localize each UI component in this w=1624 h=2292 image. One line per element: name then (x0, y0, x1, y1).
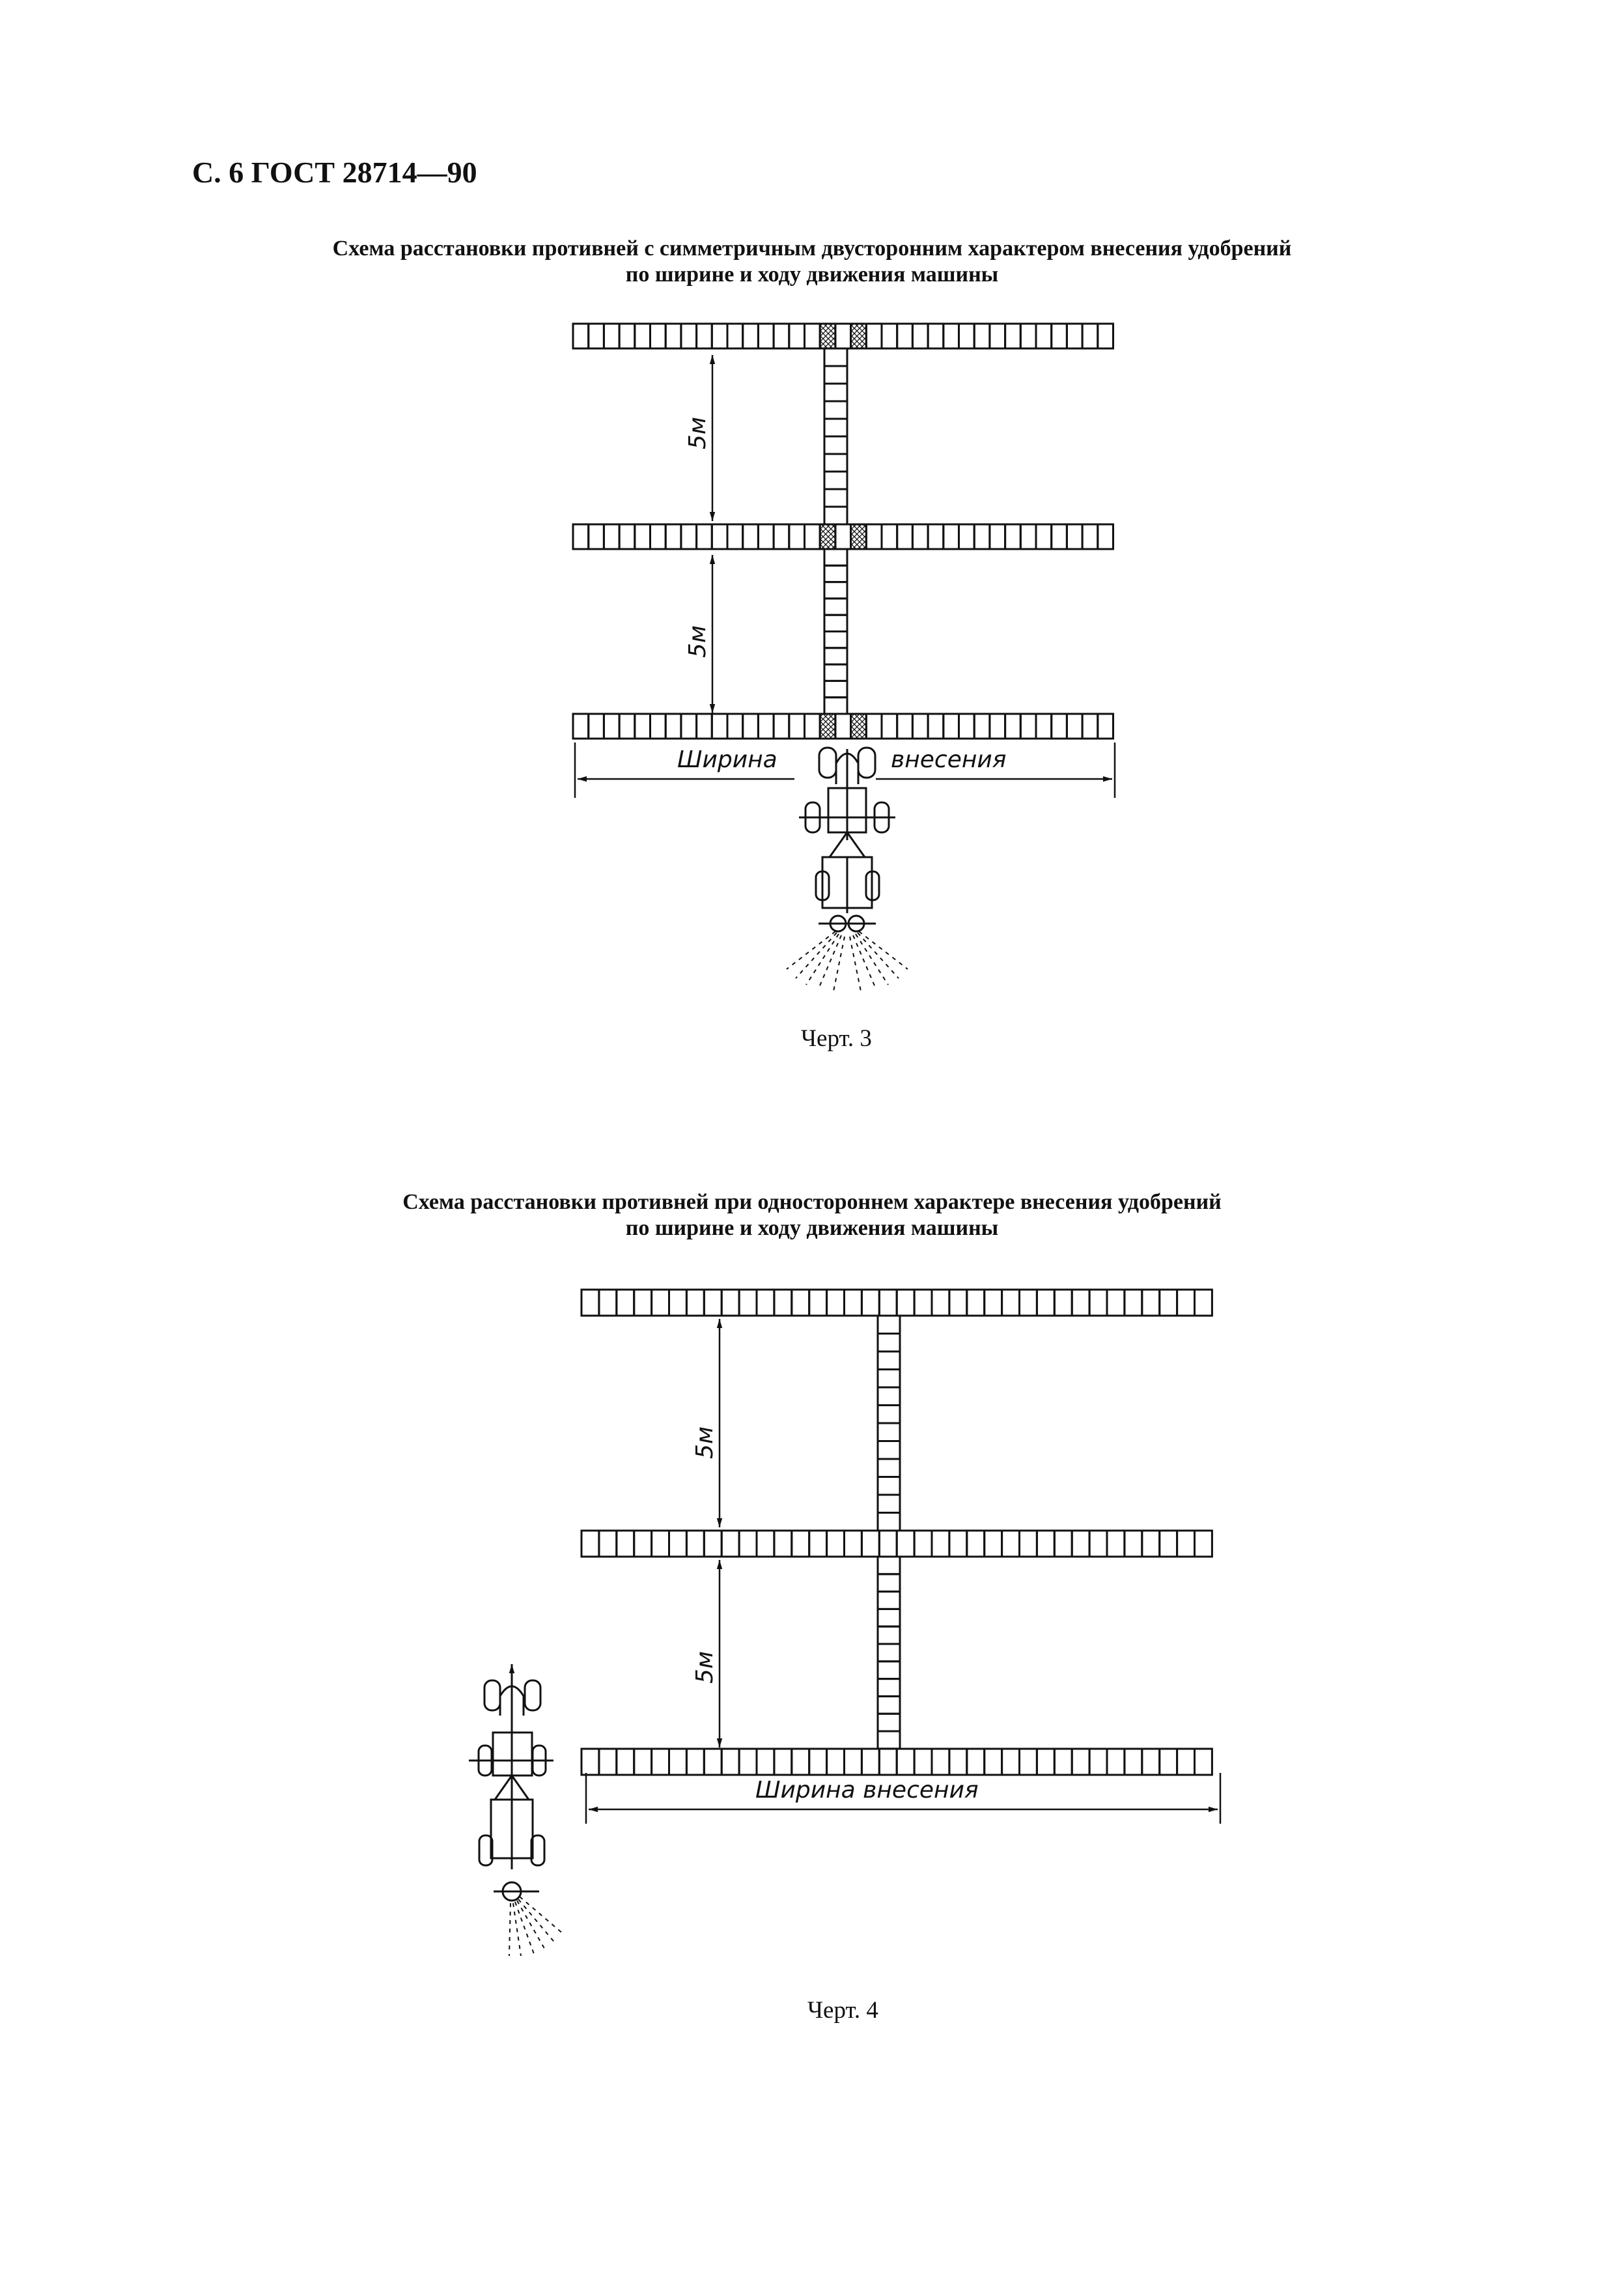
tray (792, 1290, 809, 1316)
tray (727, 714, 743, 739)
fig4-tray-row-middle (581, 1531, 1212, 1557)
tray-hatched (820, 324, 835, 348)
tray (944, 714, 959, 739)
tray (809, 1749, 827, 1775)
tray (1020, 1290, 1037, 1316)
tray (1125, 1749, 1142, 1775)
tray (897, 1290, 914, 1316)
tray (878, 1679, 900, 1697)
tray (1142, 1749, 1160, 1775)
tray (879, 1749, 897, 1775)
tray (1036, 324, 1052, 348)
tray (712, 714, 727, 739)
tray (617, 1290, 634, 1316)
tray (634, 1531, 652, 1557)
tray (1002, 1290, 1020, 1316)
tray (824, 472, 847, 489)
tray (878, 1696, 900, 1714)
tray (878, 1557, 900, 1574)
tray (879, 1290, 897, 1316)
tray (1107, 1290, 1125, 1316)
page-header: С. 6 ГОСТ 28714—90 (192, 156, 477, 189)
tray (652, 1531, 669, 1557)
tray (824, 599, 847, 615)
tray (878, 1370, 900, 1388)
tray (697, 324, 712, 348)
tray (897, 1749, 914, 1775)
tray (1020, 1531, 1037, 1557)
tray (757, 1749, 774, 1775)
tray (1037, 1531, 1054, 1557)
tray (866, 714, 882, 739)
tray (1160, 1531, 1177, 1557)
tray (805, 714, 820, 739)
tray (739, 1749, 757, 1775)
tray (805, 324, 820, 348)
tray (861, 1290, 879, 1316)
tray (1082, 524, 1098, 549)
tray (882, 714, 897, 739)
tray (967, 1749, 985, 1775)
figure4-title-line2: по ширине и ходу движения машины (625, 1216, 999, 1240)
tray (634, 1290, 652, 1316)
tray-hatched (851, 714, 867, 739)
tray (809, 1290, 827, 1316)
tray (824, 648, 847, 664)
tray (665, 714, 681, 739)
tray (932, 1290, 949, 1316)
tray (686, 1749, 704, 1775)
tray (912, 524, 928, 549)
tray (967, 1531, 985, 1557)
tray (985, 1290, 1002, 1316)
tray (697, 714, 712, 739)
tray (878, 1459, 900, 1477)
tray (1142, 1290, 1160, 1316)
tray (879, 1531, 897, 1557)
tray (824, 384, 847, 401)
tray (758, 524, 774, 549)
tray (1107, 1749, 1125, 1775)
tray (1002, 1749, 1020, 1775)
tray (681, 324, 697, 348)
tray (739, 1290, 757, 1316)
tray (928, 524, 944, 549)
tray (721, 1290, 739, 1316)
tray (866, 524, 882, 549)
tray (652, 1290, 669, 1316)
tray (824, 366, 847, 384)
figure3-title-line1: Схема расстановки противней с симметричным двусторонним характером внесения удобрений (332, 236, 1292, 261)
tray (704, 1749, 721, 1775)
tray (914, 1749, 932, 1775)
tray (866, 324, 882, 348)
tray (619, 324, 635, 348)
tray (651, 524, 666, 549)
tray (878, 1574, 900, 1592)
tray (928, 714, 944, 739)
tray (897, 324, 913, 348)
tray (878, 1731, 900, 1749)
tray (757, 1290, 774, 1316)
tray (686, 1290, 704, 1316)
tray (1160, 1290, 1177, 1316)
tray (845, 1531, 862, 1557)
tray (1036, 524, 1052, 549)
tray (1002, 1531, 1020, 1557)
tray (914, 1290, 932, 1316)
tray (974, 714, 990, 739)
tray (774, 1290, 792, 1316)
fig3-width-label-right: внесения (891, 746, 1007, 773)
tray (581, 1531, 599, 1557)
tray (878, 1609, 900, 1626)
tray (845, 1290, 862, 1316)
fig3-tray-row-middle (573, 524, 1113, 549)
tray (665, 524, 681, 549)
tray (721, 1531, 739, 1557)
tray (589, 324, 604, 348)
tray (774, 524, 789, 549)
tray (824, 489, 847, 507)
fig3-tractor-spreader (787, 748, 908, 991)
tray (944, 524, 959, 549)
tray (1089, 1749, 1107, 1775)
tray (635, 714, 651, 739)
tray (686, 1531, 704, 1557)
tray (878, 1441, 900, 1460)
tray (635, 524, 651, 549)
tray (581, 1749, 599, 1775)
tray (704, 1290, 721, 1316)
tray (878, 1662, 900, 1679)
tray-hatched (820, 524, 835, 549)
tray (651, 714, 666, 739)
tray (1036, 714, 1052, 739)
tray (1005, 324, 1021, 348)
tray (824, 507, 847, 524)
tray (932, 1531, 949, 1557)
tray (928, 324, 944, 348)
tray (959, 714, 975, 739)
tray (573, 714, 589, 739)
tray (619, 714, 635, 739)
tray (878, 1387, 900, 1406)
tray (878, 1334, 900, 1352)
tray (665, 324, 681, 348)
tray (743, 324, 759, 348)
fig4-tray-row-bottom (581, 1749, 1212, 1775)
tray (1082, 714, 1098, 739)
tray (599, 1531, 617, 1557)
tray (824, 436, 847, 454)
tray (824, 632, 847, 648)
tray (949, 1290, 967, 1316)
tray (635, 324, 651, 348)
tray (878, 1592, 900, 1609)
tray (835, 324, 851, 348)
tray (669, 1531, 687, 1557)
tray (1177, 1749, 1195, 1775)
tray (681, 714, 697, 739)
fig3-width-label-left: Ширина (677, 746, 777, 773)
tray (1020, 524, 1036, 549)
tray (827, 1749, 845, 1775)
tray (878, 1513, 900, 1531)
tray (878, 1423, 900, 1441)
tray (589, 524, 604, 549)
tray (1020, 714, 1036, 739)
tray (1098, 324, 1113, 348)
tray (878, 1626, 900, 1644)
tray (758, 714, 774, 739)
tray (878, 1351, 900, 1370)
tray (912, 714, 928, 739)
tray (985, 1749, 1002, 1775)
tray (824, 615, 847, 631)
tray (944, 324, 959, 348)
tray (604, 714, 619, 739)
tray (589, 714, 604, 739)
figure4-caption: Черт. 4 (807, 1997, 878, 2024)
tray (1072, 1749, 1089, 1775)
tray (743, 714, 759, 739)
tray (824, 454, 847, 472)
tray (1067, 324, 1082, 348)
tray (712, 324, 727, 348)
tray (824, 549, 847, 565)
tray (1020, 1749, 1037, 1775)
tray (617, 1531, 634, 1557)
figure4-diagram (469, 1290, 1220, 1956)
tray (914, 1531, 932, 1557)
tray (1054, 1290, 1072, 1316)
fig4-distance-label-upper: 5м (692, 1426, 718, 1459)
fig3-tray-row-bottom (573, 714, 1113, 739)
tray (604, 324, 619, 348)
tray (774, 1749, 792, 1775)
tray (882, 324, 897, 348)
tray (651, 324, 666, 348)
tray (1005, 714, 1021, 739)
figure3-caption: Черт. 3 (801, 1025, 872, 1052)
tray (581, 1290, 599, 1316)
tray (757, 1531, 774, 1557)
tray (1020, 324, 1036, 348)
tray (824, 348, 847, 366)
tray (1067, 524, 1082, 549)
tray-hatched (820, 714, 835, 739)
tray (774, 714, 789, 739)
tray (727, 324, 743, 348)
tray (669, 1749, 687, 1775)
tray (974, 524, 990, 549)
tray-hatched (851, 324, 867, 348)
tray (617, 1749, 634, 1775)
tray (878, 1644, 900, 1662)
tray (604, 524, 619, 549)
tray (1142, 1531, 1160, 1557)
tray (697, 524, 712, 549)
tray (1072, 1531, 1089, 1557)
tray (949, 1531, 967, 1557)
tray (824, 401, 847, 419)
tray (1098, 714, 1113, 739)
tray (809, 1531, 827, 1557)
fig4-width-label: Ширина внесения (755, 1777, 979, 1804)
tray (1037, 1749, 1054, 1775)
tray (824, 582, 847, 599)
tray (1177, 1531, 1195, 1557)
tray (1054, 1531, 1072, 1557)
tray (932, 1749, 949, 1775)
tray (805, 524, 820, 549)
tray (897, 714, 913, 739)
tray (1098, 524, 1113, 549)
tray (712, 524, 727, 549)
tray (974, 324, 990, 348)
tray (959, 324, 975, 348)
tray (792, 1749, 809, 1775)
tray (985, 1531, 1002, 1557)
tray (1052, 714, 1067, 739)
tray (619, 524, 635, 549)
tray (789, 324, 805, 348)
tray (861, 1749, 879, 1775)
tray (758, 324, 774, 348)
tray (669, 1290, 687, 1316)
tray (824, 419, 847, 436)
tray (721, 1749, 739, 1775)
tray (878, 1477, 900, 1495)
tray (824, 698, 847, 714)
tray (990, 324, 1005, 348)
tray (878, 1316, 900, 1334)
tray (1160, 1749, 1177, 1775)
tray-hatched (851, 524, 867, 549)
tray (1125, 1531, 1142, 1557)
tray (959, 524, 975, 549)
tray (634, 1749, 652, 1775)
tray (912, 324, 928, 348)
fig3-distance-label-lower: 5м (684, 625, 711, 658)
tray (990, 714, 1005, 739)
fig4-tray-row-top (581, 1290, 1212, 1316)
tray (1089, 1531, 1107, 1557)
tray (599, 1290, 617, 1316)
tray (573, 324, 589, 348)
tray (652, 1749, 669, 1775)
tray (792, 1531, 809, 1557)
tray (1052, 324, 1067, 348)
tray (824, 681, 847, 697)
tray (835, 524, 851, 549)
tray (789, 714, 805, 739)
tray (897, 1531, 914, 1557)
fig3-distance-label-upper: 5м (684, 416, 711, 449)
tray (1072, 1290, 1089, 1316)
tray (1067, 714, 1082, 739)
figure4-title-line1: Схема расстановки противней при одностороннем характере внесения удобрений (402, 1190, 1222, 1214)
tray (824, 565, 847, 582)
fig3-tray-row-top (573, 324, 1113, 348)
tray (1054, 1749, 1072, 1775)
tray (861, 1531, 879, 1557)
tray (1089, 1290, 1107, 1316)
tray (882, 524, 897, 549)
tray (1052, 524, 1067, 549)
tray (774, 324, 789, 348)
tray (878, 1406, 900, 1424)
tray (789, 524, 805, 549)
tray (1125, 1290, 1142, 1316)
tray (1082, 324, 1098, 348)
tray (1107, 1531, 1125, 1557)
tray (827, 1290, 845, 1316)
tray (878, 1495, 900, 1513)
tray (1037, 1290, 1054, 1316)
tray (1195, 1531, 1212, 1557)
tray (743, 524, 759, 549)
fig4-distance-label-lower: 5м (692, 1650, 718, 1684)
tray (1177, 1290, 1195, 1316)
tray (897, 524, 913, 549)
tray (824, 664, 847, 681)
tray (599, 1749, 617, 1775)
fig4-tractor-spreader (469, 1664, 564, 1956)
tray (1195, 1290, 1212, 1316)
tray (827, 1531, 845, 1557)
tray (774, 1531, 792, 1557)
tray (727, 524, 743, 549)
tray (835, 714, 851, 739)
tray (573, 524, 589, 549)
tray (845, 1749, 862, 1775)
figure3-diagram (573, 324, 1115, 991)
tray (878, 1714, 900, 1731)
tray (681, 524, 697, 549)
tray (967, 1290, 985, 1316)
figure3-title-line2: по ширине и ходу движения машины (625, 262, 999, 287)
tray (1005, 524, 1021, 549)
tray (949, 1749, 967, 1775)
tray (990, 524, 1005, 549)
tray (1195, 1749, 1212, 1775)
tray (704, 1531, 721, 1557)
tray (739, 1531, 757, 1557)
